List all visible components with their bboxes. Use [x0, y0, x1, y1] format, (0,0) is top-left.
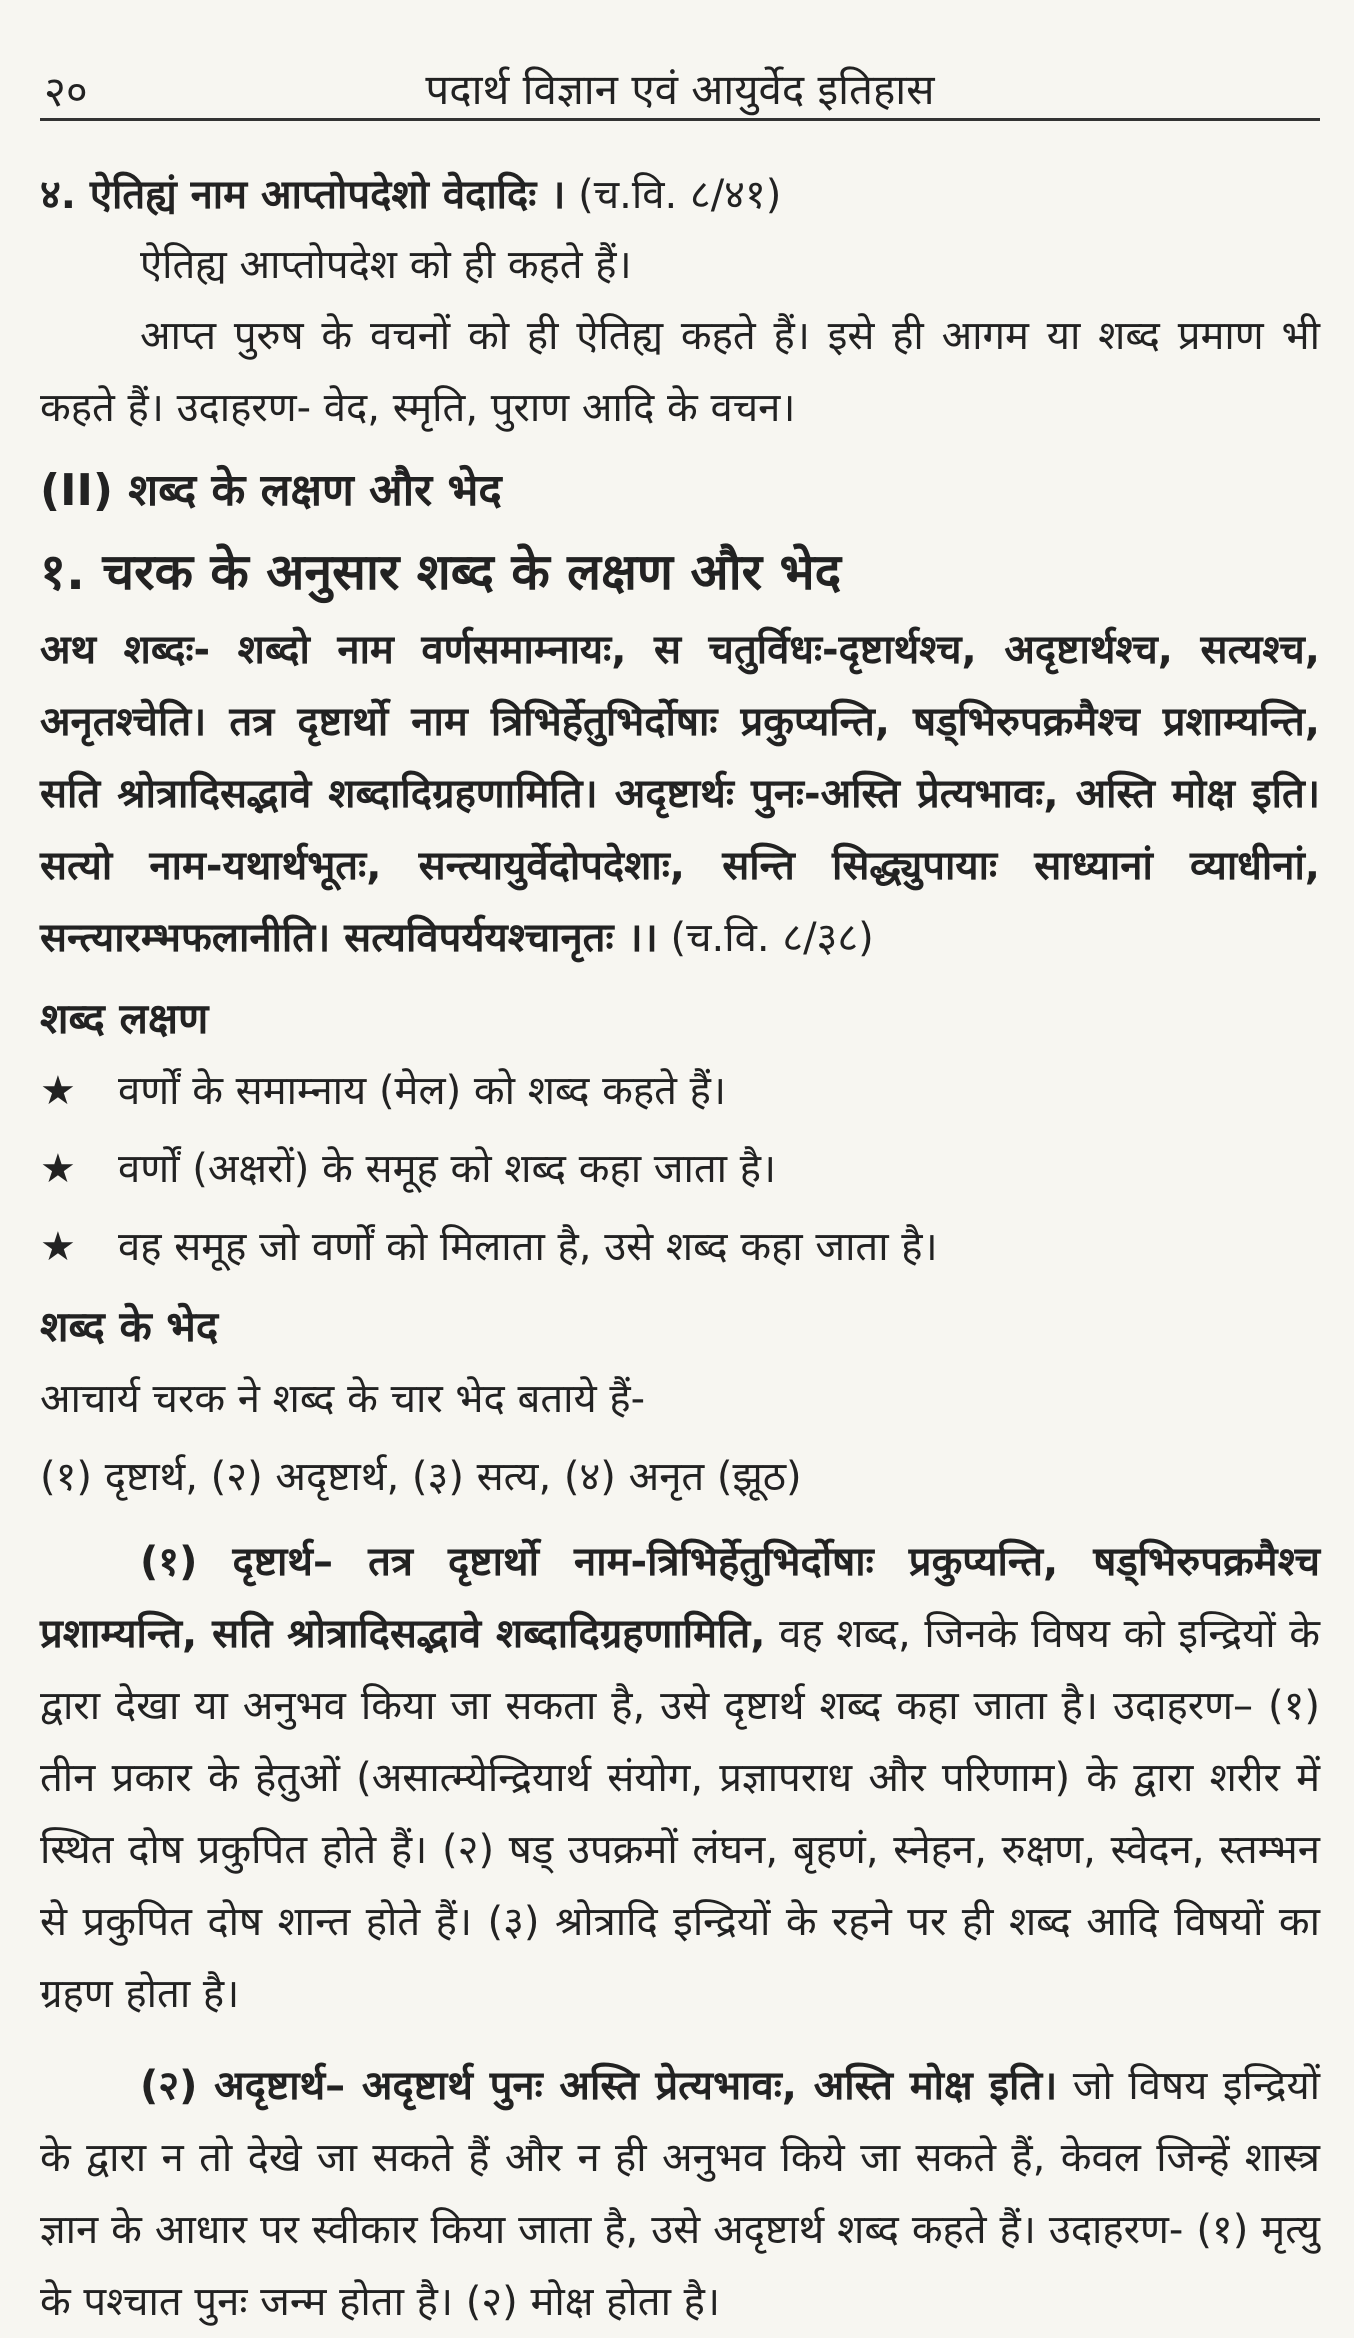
adrishtartha-text: जो विषय इन्द्रियों के द्वारा न तो देखे जा सकते हैं और न ही अनुभव किये जा सकते हैं, केवल जिन्हें शास्त्र ज्ञान के आधार पर स्वीकार किया जाता है, उसे अदृष्टार्थ शब्द कहते हैं। उदाहरण- (१) मृत्यु के पश्चात पुनः जन्म होता है। (२) मोक्ष होता है।	[40, 2063, 1320, 2325]
adrishtartha-sutra: (२) अदृष्टार्थ– अदृष्टार्थ पुनः अस्ति प्रेत्यभावः, अस्ति मोक्ष इति।	[140, 2063, 1058, 2109]
page-number: २०	[44, 67, 88, 116]
page-header	[40, 60, 1320, 121]
bhed-list: (१) दृष्टार्थ, (२) अदृष्टार्थ, (३) सत्य, (४) अनृत (झूठ)	[40, 1454, 802, 1500]
section-heading-charak: १. चरक के अनुसार शब्द के लक्षण और भेद	[40, 543, 842, 601]
lakshan-item	[40, 1056, 1320, 1126]
lakshan-item-text: वर्णों के समाम्नाय (मेल) को शब्द कहते हैं।	[118, 1068, 727, 1114]
lakshan-item	[40, 1134, 1320, 1204]
star-icon: ★	[40, 1146, 76, 1192]
running-title: पदार्थ विज्ञान एवं आयुर्वेद इतिहास	[425, 65, 935, 114]
page-content	[40, 160, 1320, 2338]
lakshan-item	[40, 1212, 1320, 1282]
drishtartha-text: वह शब्द, जिनके विषय को इन्द्रियों के द्वारा देखा या अनुभव किया जा सकता है, उसे दृष्टार्थ शब्द कहा जाता है। उदाहरण– (१) तीन प्रकार के हेतुओं (असात्म्येन्द्रियार्थ संयोग, प्रज्ञापराध और परिणाम) के द्वारा शरीर में स्थित दोष प्रकुपित होते हैं। (२) षड् उपक्रमों लंघन, बृहणं, स्नेहन, रुक्षण, स्वेदन, स्तम्भन से प्रकुपित दोष शान्त होते हैं। (३) श्रोत्रादि इन्द्रियों के रहने पर ही शब्द आदि विषयों का ग्रहण होता है।	[40, 1611, 1320, 2017]
drishtartha-paragraph	[40, 1526, 1320, 2030]
aitihya-paragraph: आप्त पुरुष के वचनों को ही ऐतिह्य कहते हैं। इसे ही आगम या शब्द प्रमाण भी कहते हैं। उदाहरण- वेद, स्मृति, पुराण आदि के वचन।	[40, 313, 1320, 431]
lakshan-heading: शब्द लक्षण	[40, 994, 209, 1043]
aitihya-reference: (च.वि. ८/४१)	[565, 172, 782, 218]
shloka-text: अथ शब्दः- शब्दो नाम वर्णसमाम्नायः, स चतुर्विधः-दृष्टार्थश्च, अदृष्टार्थश्च, सत्यश्च, अनृतश्चेति। तत्र दृष्टार्थो नाम त्रिभिर्हेतुभिर्दोषाः प्रकुप्यन्ति, षड्भिरुपक्रमैश्च प्रशाम्यन्ति, सति श्रोत्रादिसद्भावे शब्दादिग्रहणामिति। अदृष्टार्थः पुनः-अस्ति प्रेत्यभावः, अस्ति मोक्ष इति। सत्यो नाम-यथार्थभूतः, सन्त्यायुर्वेदोपदेशाः, सन्ति सिद्ध्युपायाः साध्यानां व्याधीनां, सन्त्यारम्भफलानीति। सत्यविपर्ययश्चानृतः ।।	[40, 627, 1320, 961]
star-icon: ★	[40, 1224, 76, 1270]
bhed-intro: आचार्य चरक ने शब्द के चार भेद बताये हैं-	[40, 1376, 646, 1422]
aitihya-sutra: ४. ऐतिह्यं नाम आप्तोपदेशो वेदादिः ।	[40, 172, 566, 218]
aitihya-definition	[40, 160, 1320, 230]
star-icon: ★	[40, 1068, 76, 1114]
section-heading-ii: (II) शब्द के लक्षण और भेद	[40, 465, 502, 516]
charak-shloka	[40, 614, 1320, 974]
aitihya-line: ऐतिह्य आप्तोपदेश को ही कहते हैं।	[140, 242, 632, 288]
drishtartha-sutra: (१) दृष्टार्थ– तत्र दृष्टार्थो नाम-त्रिभिर्हेतुभिर्दोषाः प्रकुप्यन्ति, षड्भिरुपक्रमैश्च प्रशाम्यन्ति, सति श्रोत्रादिसद्भावे शब्दादिग्रहणामिति,	[40, 1539, 1320, 1657]
shloka-reference: (च.वि. ८/३८)	[657, 915, 874, 961]
bhed-heading: शब्द के भेद	[40, 1302, 219, 1351]
lakshan-item-text: वह समूह जो वर्णों को मिलाता है, उसे शब्द कहा जाता है।	[118, 1224, 938, 1270]
lakshan-item-text: वर्णों (अक्षरों) के समूह को शब्द कहा जाता है।	[118, 1146, 777, 1192]
adrishtartha-paragraph	[40, 2050, 1320, 2338]
